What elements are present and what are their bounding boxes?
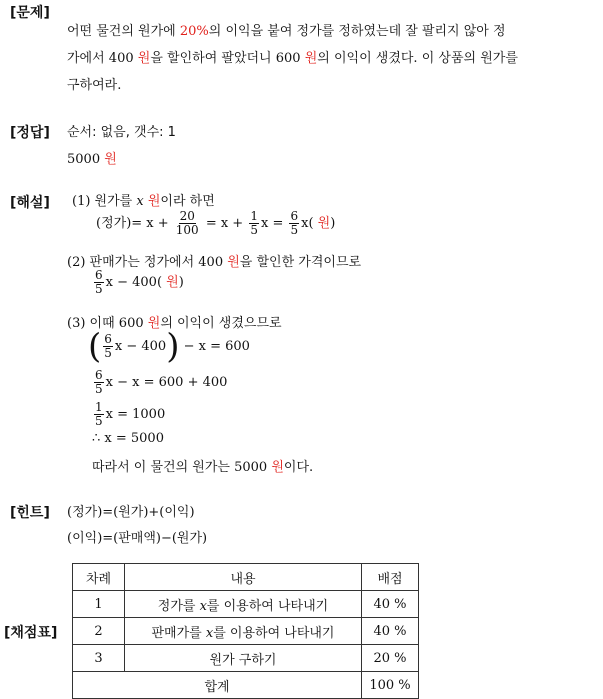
fraction-num: 6 — [104, 332, 112, 346]
table-total-row — [73, 672, 419, 699]
paren-open: ( — [88, 326, 102, 367]
grading-table — [72, 563, 419, 699]
var-x: x — [205, 625, 214, 641]
solution-conclusion — [92, 456, 313, 475]
won-unit: 원 — [166, 275, 179, 290]
table-row — [73, 618, 419, 645]
fraction — [175, 210, 200, 237]
table-row — [73, 591, 419, 618]
won-unit: 원 — [304, 51, 318, 66]
won-unit: 원 — [227, 255, 240, 270]
fraction — [103, 333, 113, 360]
solution-eq-3-1 — [88, 326, 250, 367]
eq-text: x − x = 600 + 400 — [105, 375, 228, 390]
content-text: 정가를 — [157, 598, 200, 614]
eq-text: x( — [301, 216, 318, 231]
fraction-num: 20 — [179, 209, 195, 223]
row-content — [125, 645, 362, 672]
fraction — [94, 401, 104, 428]
var-x: x — [199, 598, 207, 614]
row-no: 3 — [73, 645, 125, 672]
row-score: 20 % — [362, 645, 419, 672]
won-unit: 원 — [317, 216, 331, 231]
step-text: (3) 이때 600 — [67, 316, 148, 331]
fraction-den: 5 — [95, 382, 103, 396]
fraction-num: 1 — [95, 400, 103, 414]
header-no: 차례 — [73, 564, 125, 591]
table-row — [73, 645, 419, 672]
fraction-den: 5 — [104, 346, 112, 360]
step-text: 을 할인한 가격이므로 — [239, 255, 362, 270]
fraction — [94, 369, 104, 396]
eq-text: (정가)= x + — [96, 216, 173, 231]
problem-label: [문제] — [10, 5, 50, 21]
hint-line-1: (정가)=(원가)+(이익) — [67, 505, 195, 520]
var-x: x — [136, 194, 144, 209]
problem-text: 가에서 400 — [67, 51, 138, 66]
fraction-num: 6 — [95, 268, 103, 282]
fraction-den: 5 — [95, 282, 103, 296]
header-score: 배점 — [362, 564, 419, 591]
eq-text: ) — [178, 275, 184, 290]
solution-eq-3-4: ∴ x = 5000 — [92, 431, 164, 446]
eq-text: ) — [330, 216, 336, 231]
step-text: 의 이익이 생겼으므로 — [160, 316, 282, 331]
grading-label: [채점표] — [4, 625, 58, 641]
eq-text: − x = 600 — [179, 339, 250, 354]
answer-meta: 순서: 없음, 갯수: 1 — [67, 125, 176, 140]
fraction-num: 1 — [250, 209, 258, 223]
row-score: 40 % — [362, 618, 419, 645]
content-text: 를 이용하여 나타내기 — [213, 625, 335, 641]
won-unit: 원 — [143, 194, 161, 209]
row-content — [125, 618, 362, 645]
solution-eq-3-3 — [92, 400, 165, 430]
fraction-num: 6 — [95, 368, 103, 382]
answer-label: [정답] — [10, 125, 50, 141]
total-score: 100 % — [362, 672, 419, 699]
step-text: 따라서 이 물건의 원가는 5000 — [92, 460, 272, 475]
won-unit: 원 — [147, 316, 161, 331]
eq-text: x − 400 — [114, 339, 167, 354]
problem-text: 어떤 물건의 원가에 — [67, 24, 180, 39]
hint-line-2: (이익)=(판매액)−(원가) — [67, 531, 208, 546]
won-unit: 원 — [104, 152, 117, 167]
step-text: 이라 하면 — [160, 194, 215, 209]
step-text: (1) 원가를 — [72, 194, 137, 209]
eq-text: = x + — [201, 216, 248, 231]
problem-text: 을 할인하여 팔았더니 600 — [150, 51, 305, 66]
solution-step-1 — [72, 190, 215, 209]
row-no: 1 — [73, 591, 125, 618]
won-unit: 원 — [137, 51, 151, 66]
problem-text: 의 이익이 생겼다. 이 상품의 원가를 — [317, 51, 518, 66]
hint-label: [힌트] — [10, 505, 50, 521]
percent-value: 20% — [179, 24, 209, 39]
step-text: (2) 판매가는 정가에서 400 — [67, 255, 228, 270]
fraction-den: 5 — [250, 223, 258, 237]
answer-number: 5000 — [67, 152, 105, 167]
problem-line-3: 구하여라. — [67, 78, 122, 93]
table-header-row — [73, 564, 419, 591]
solution-eq-3-2 — [92, 368, 227, 398]
solution-label: [해설] — [10, 195, 50, 211]
won-unit: 원 — [271, 460, 284, 475]
paren-close: ) — [166, 326, 180, 367]
eq-text: x − 400( — [105, 275, 167, 290]
fraction-den: 100 — [175, 223, 199, 237]
problem-line-1 — [67, 19, 506, 45]
total-label: 합계 — [73, 672, 362, 699]
fraction — [249, 210, 259, 237]
fraction-den: 5 — [95, 414, 103, 428]
content-text: 판매가를 — [151, 625, 206, 641]
fraction-den: 5 — [290, 223, 299, 237]
eq-text: x = — [260, 216, 288, 231]
content-text: 를 이용하여 나타내기 — [206, 598, 329, 614]
header-content: 내용 — [125, 564, 362, 591]
fraction — [94, 269, 104, 296]
fraction — [289, 210, 299, 237]
row-no: 2 — [73, 618, 125, 645]
fraction-num: 6 — [290, 209, 299, 223]
content-text: 원가 구하기 — [209, 652, 277, 668]
row-content — [125, 591, 362, 618]
row-score: 40 % — [362, 591, 419, 618]
answer-value — [67, 148, 117, 167]
eq-text: x = 1000 — [105, 407, 166, 422]
solution-eq-2 — [92, 268, 184, 298]
problem-text: 의 이익을 붙여 정가를 정하였는데 잘 팔리지 않아 정 — [208, 24, 506, 39]
problem-line-2 — [67, 46, 518, 72]
solution-eq-1 — [96, 209, 335, 239]
step-text: 이다. — [283, 460, 314, 475]
